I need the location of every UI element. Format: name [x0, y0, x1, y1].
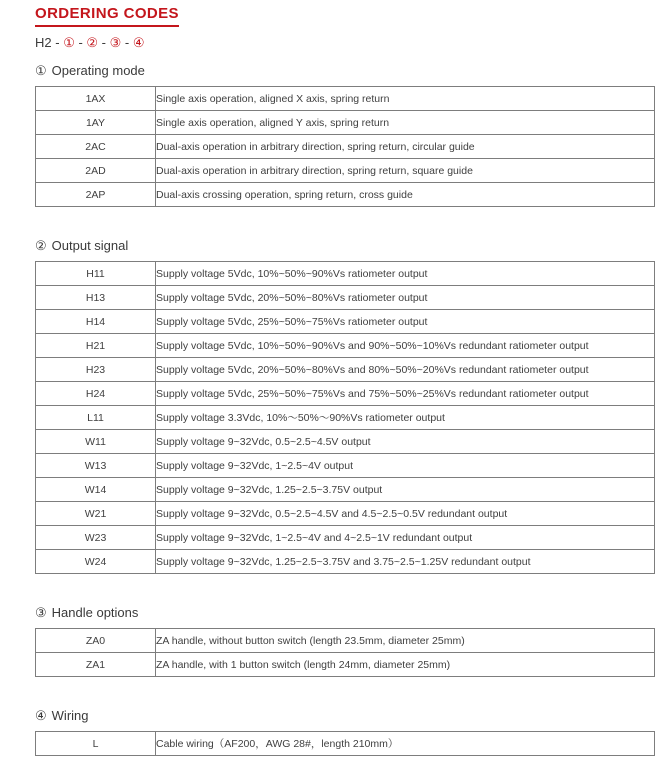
code-cell: 1AY: [36, 111, 156, 135]
code-cell: W23: [36, 526, 156, 550]
code-cell: 2AC: [36, 135, 156, 159]
code-cell: W24: [36, 550, 156, 574]
circled-number-icon: ④: [132, 35, 145, 50]
description-cell: Cable wiring（AF200，AWG 28#，length 210mm）: [156, 732, 655, 756]
circled-number-icon: ③: [109, 35, 122, 50]
table-row: [36, 262, 655, 286]
circled-number-icon: ②: [35, 238, 47, 253]
table-row: [36, 310, 655, 334]
table-row: [36, 550, 655, 574]
section-heading: [35, 605, 655, 621]
table-row: [36, 526, 655, 550]
description-cell: Supply voltage 9~32Vdc, 1~2.5~4V and 4~2.5~1V redundant output: [156, 526, 655, 550]
description-cell: Supply voltage 5Vdc, 25%~50%~75%Vs ratiometer output: [156, 310, 655, 334]
section-output-signal: [35, 238, 655, 574]
code-cell: ZA0: [36, 629, 156, 653]
table-row: [36, 653, 655, 677]
table-row: [36, 478, 655, 502]
description-cell: Supply voltage 5Vdc, 10%~50%~90%Vs ratiometer output: [156, 262, 655, 286]
code-cell: W21: [36, 502, 156, 526]
circled-number-icon: ③: [35, 605, 47, 620]
section-label: Handle options: [51, 605, 139, 620]
circled-number-icon: ①: [35, 63, 47, 78]
code-cell: ZA1: [36, 653, 156, 677]
section-wiring: [35, 708, 655, 756]
codes-table: [35, 731, 655, 756]
codes-table: [35, 261, 655, 574]
description-cell: Supply voltage 5Vdc, 10%~50%~90%Vs and 90%~50%~10%Vs redundant ratiometer output: [156, 334, 655, 358]
description-cell: Dual-axis operation in arbitrary direction, spring return, square guide: [156, 159, 655, 183]
section-label: Operating mode: [51, 63, 145, 78]
circled-number-icon: ④: [35, 708, 47, 723]
section-heading: [35, 238, 655, 254]
table-row: [36, 502, 655, 526]
description-cell: Supply voltage 9~32Vdc, 1~2.5~4V output: [156, 454, 655, 478]
code-cell: 1AX: [36, 87, 156, 111]
code-cell: H11: [36, 262, 156, 286]
table-row: [36, 87, 655, 111]
code-cell: H24: [36, 382, 156, 406]
circled-number-icon: ②: [86, 35, 99, 50]
section-label: Wiring: [51, 708, 89, 723]
section-operating-mode: [35, 63, 655, 207]
code-cell: W11: [36, 430, 156, 454]
table-row: [36, 382, 655, 406]
page-title: ORDERING CODES: [35, 5, 179, 27]
table-row: [36, 286, 655, 310]
table-row: [36, 334, 655, 358]
section-label: Output signal: [51, 238, 129, 253]
table-row: [36, 732, 655, 756]
section-heading: [35, 63, 655, 79]
code-separator: -: [121, 35, 133, 50]
ordering-code-format: [35, 35, 655, 51]
table-row: [36, 629, 655, 653]
code-separator: -: [98, 35, 110, 50]
section-handle-options: [35, 605, 655, 677]
table-row: [36, 183, 655, 207]
table-row: [36, 111, 655, 135]
table-row: [36, 430, 655, 454]
description-cell: Dual-axis operation in arbitrary direction, spring return, circular guide: [156, 135, 655, 159]
description-cell: Supply voltage 9~32Vdc, 1.25~2.5~3.75V output: [156, 478, 655, 502]
description-cell: Supply voltage 5Vdc, 20%~50%~80%Vs ratiometer output: [156, 286, 655, 310]
code-prefix: H2: [35, 35, 52, 50]
table-row: [36, 159, 655, 183]
description-cell: ZA handle, without button switch (length 23.5mm, diameter 25mm): [156, 629, 655, 653]
code-cell: H23: [36, 358, 156, 382]
table-row: [36, 454, 655, 478]
code-separator: -: [51, 35, 64, 50]
code-cell: L11: [36, 406, 156, 430]
description-cell: Dual-axis crossing operation, spring return, cross guide: [156, 183, 655, 207]
code-cell: 2AP: [36, 183, 156, 207]
description-cell: Supply voltage 5Vdc, 25%~50%~75%Vs and 75%~50%~25%Vs redundant ratiometer output: [156, 382, 655, 406]
code-cell: H21: [36, 334, 156, 358]
description-cell: ZA handle, with 1 button switch (length 24mm, diameter 25mm): [156, 653, 655, 677]
description-cell: Single axis operation, aligned X axis, spring return: [156, 87, 655, 111]
description-cell: Supply voltage 9~32Vdc, 1.25~2.5~3.75V and 3.75~2.5~1.25V redundant output: [156, 550, 655, 574]
description-cell: Supply voltage 3.3Vdc, 10%～50%～90%Vs ratiometer output: [156, 406, 655, 430]
description-cell: Single axis operation, aligned Y axis, spring return: [156, 111, 655, 135]
description-cell: Supply voltage 5Vdc, 20%~50%~80%Vs and 80%~50%~20%Vs redundant ratiometer output: [156, 358, 655, 382]
circled-number-icon: ①: [63, 35, 75, 50]
sections: [35, 63, 655, 756]
section-heading: [35, 708, 655, 724]
description-cell: Supply voltage 9~32Vdc, 0.5~2.5~4.5V output: [156, 430, 655, 454]
codes-table: [35, 628, 655, 677]
code-cell: H13: [36, 286, 156, 310]
codes-table: [35, 86, 655, 207]
table-row: [36, 358, 655, 382]
description-cell: Supply voltage 9~32Vdc, 0.5~2.5~4.5V and 4.5~2.5~0.5V redundant output: [156, 502, 655, 526]
code-cell: W14: [36, 478, 156, 502]
code-cell: 2AD: [36, 159, 156, 183]
code-cell: W13: [36, 454, 156, 478]
code-separator: -: [74, 35, 87, 50]
table-row: [36, 135, 655, 159]
table-row: [36, 406, 655, 430]
code-cell: H14: [36, 310, 156, 334]
code-cell: L: [36, 732, 156, 756]
